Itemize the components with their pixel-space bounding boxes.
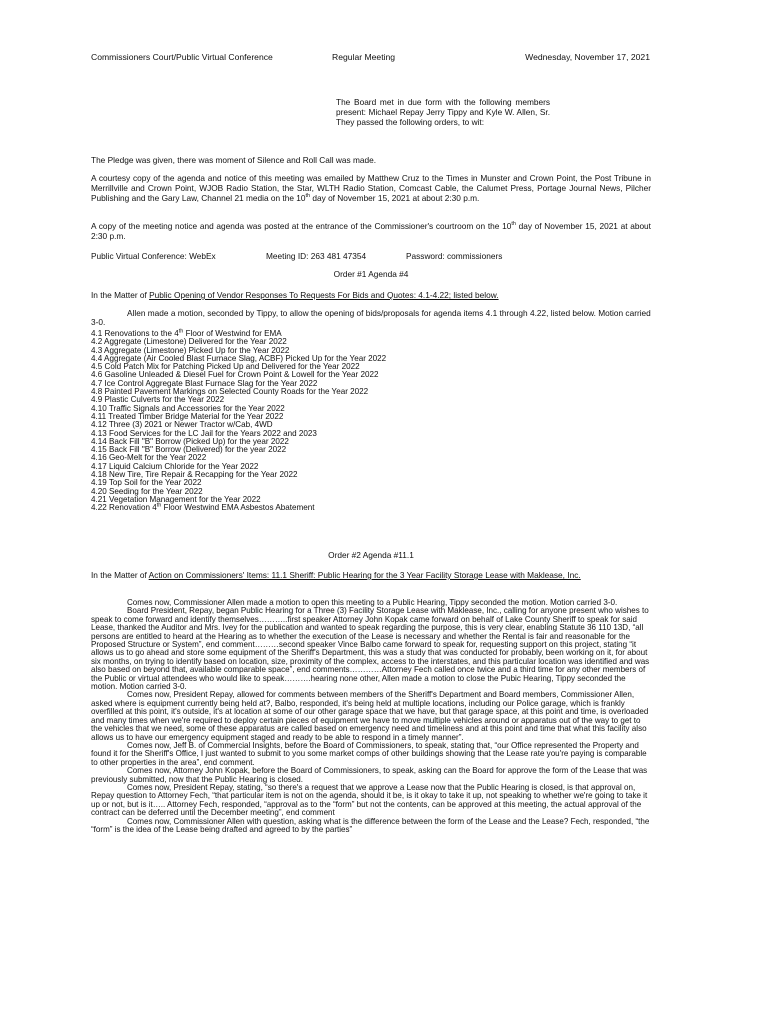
- board-members-paragraph: The Board met in due form with the following members present: Michael Repay Jerry Tippy and Kyle W. Allen, Sr. They passed the following orders, to wit:: [336, 97, 550, 127]
- item-sup: th: [156, 502, 162, 509]
- list-item: 4.12 Three (3) 2021 or Newer Tractor w/Cab, 4WD: [91, 420, 273, 430]
- paragraph: Comes now, President Repay, stating, “so there's a request that we approve a Lease now that the Public Hearing is closed, is that approval on, Repay question to Attorney Fech, “that particular item is not on the agenda, should it be, is it okay to take it up, not speaking to whether we're going to take it up or not, but is it….. Attorney Fech, responded, “approval as to the “form” but not the contents, can be approved at this meeting, the actual approval of the contract can be deferred until the December meeting”, end comment: [91, 782, 648, 818]
- paragraph: Comes now, Commissioner Allen with question, asking what is the difference between the form of the Lease and the Lease? Fech, responded, “the “form” is the idea of the Lease being drafted and agreed to by the parties”: [91, 816, 650, 834]
- order1-item-list: [91, 330, 651, 513]
- posted-text: A copy of the meeting notice and agenda was posted at the entrance of the Commissioner's courtroom on the 10: [91, 221, 512, 231]
- paragraph: Comes now, President Repay, allowed for comments between members of the Sheriff's Department and Board members, Commissioner Allen, asked where is equipment currently being held at?, Balbo, responded, it's being held at multiple locations, including our Police garage, which is frankly overfilled at this point, it's outside, it's at location at some of our other garage space that we have, but that garage space, at this point and time, is overloaded and many times when we're required to deploy certain pieces of equipment we have to move multiple vehicles around or apparatus out of the way to get to the vehicles that we need, some of these apparatus are called based on emergency need and timeliness and at this point and time that what this facility also allows us to have our emergency equipment staged and ready to be able to respond in a timely manner”.: [91, 690, 649, 742]
- list-item: 4.9 Plastic Culverts for the Year 2022: [91, 395, 225, 405]
- order1-matter: [91, 290, 651, 300]
- order1-matter-prefix: In the Matter of: [91, 290, 150, 300]
- order1-motion: Allen made a motion, seconded by Tippy, to allow the opening of bids/proposals for agenda items 4.1 through 4.22, listed below. Motion carried 3-0.: [91, 308, 651, 327]
- list-item: 4.21 Vegetation Management for the Year 2022: [91, 494, 261, 504]
- list-item: 4.13 Food Services for the LC Jail for the Years 2022 and 2023: [91, 428, 317, 438]
- posted-notice-paragraph: [91, 221, 651, 241]
- list-item: 4.8 Painted Pavement Markings on Selected County Roads for the Year 2022: [91, 387, 369, 397]
- list-item: 4.17 Liquid Calcium Chloride for the Year 2022: [91, 461, 259, 471]
- courtesy-text-end: day of November 15, 2021 at about 2:30 p.m.: [310, 193, 480, 203]
- order1-matter-title: Public Opening of Vendor Responses To Requests For Bids and Quotes: 4.1-4.22; listed below.: [149, 290, 499, 300]
- pledge-paragraph: The Pledge was given, there was moment of Silence and Roll Call was made.: [91, 155, 377, 165]
- order2-matter-prefix: In the Matter of: [91, 570, 149, 580]
- list-item: 4.14 Back Fill "B" Borrow (Picked Up) for the year 2022: [91, 436, 289, 446]
- paragraph: Comes now, Attorney John Kopak, before the Board of Commissioners, to speak, asking can the Board for approve the form of the Lease that was previously submitted, now that the Public Hearing is closed.: [91, 766, 648, 784]
- posted-sup: th: [511, 221, 516, 228]
- order2-matter: [91, 570, 651, 580]
- courtesy-text: A courtesy copy of the agenda and notice of this meeting was emailed by Matthew Cruz to the Times in Munster and Crown Point, the Post Tribune in Merrillville and Crown Point, WJOB Radio Station, the Star, WLTH Radio Station, Comcast Cable, the Calumet Press, Portage Journal News, Pilcher Publishing and the Gary Law, Channel 21 media on the 10: [91, 173, 651, 203]
- item-sup: th: [178, 328, 184, 335]
- list-item: 4.16 Geo-Melt for the Year 2022: [91, 453, 207, 463]
- paragraph: Board President, Repay, began Public Hearing for a Three (3) Facility Storage Lease with Maklease, Inc., calling for anyone present who wishes to speak to come forward and identify themselves………..first speaker Attorney John Kopak came forward on behalf of Lake County Sheriff to speak for said Lease, thanked the Auditor and Mrs. Ivey for the publication and wanted to speak regarding the purpose, this is very clear, enabling Statute 36 110 13D, “all persons are entitled to heard at the Hearing as to whether the execution of the Lease is necessary and whether the Rental is fair and reasonable for the Proposed Structure or System”, end comment………second speaker Vince Balbo came forward to speak for, requesting support on this project, stating “it allows us to go ahead and store some equipment of the Sheriff's Department, this was a study that was conducted for probably, been working on it, for about six months, on trying to identify based on location, size, proximity of the complex, access to the interstates, and this particular location was identified and was also based on beyond that, available comparable space”, end comments…………Attorney Fech called once twice and a third time for any other members of the Public or virtual attendees who would like to speak……….hearing none other, Allen made a motion to close the Pubic Hearing, Tippy seconded the motion. Motion carried 3-0.: [91, 606, 650, 692]
- list-item: 4.6 Gasoline Unleaded & Diesel Fuel for Crown Point & Lowell for the Year 2022: [91, 370, 379, 380]
- list-item: 4.11 Treated Timber Bridge Material for the Year 2022: [91, 411, 284, 421]
- courtesy-copy-paragraph: [91, 173, 651, 203]
- posted-text-end: day of November 15, 2021 at about 2:30 p.m.: [91, 221, 651, 241]
- list-item: 4.20 Seeding for the Year 2022: [91, 486, 203, 496]
- conference-platform: Public Virtual Conference: WebEx: [91, 251, 216, 261]
- item-text: 4.22 Renovation 4: [91, 503, 157, 513]
- list-item: 4.5 Cold Patch Mix for Patching Picked Up and Delivered for the Year 2022: [91, 362, 360, 372]
- paragraph: Comes now, Jeff B. of Commercial Insights, before the Board of Commissioners, to speak, stating that, “our Office represented the Property and found it for the Sheriff's Office, I just wanted to submit to you some market comps of other buildings showing that the Lease rate you're paying is comparable to other properties in the area”, end comment.: [91, 740, 647, 767]
- list-item: 4.2 Aggregate (Limestone) Delivered for the Year 2022: [91, 337, 287, 347]
- item-text: 4.1 Renovations to the 4: [91, 329, 179, 338]
- item-text-end: Floor Westwind EMA Asbestos Abatement: [161, 503, 315, 513]
- meeting-id: Meeting ID: 263 481 47354: [266, 251, 367, 261]
- order2-body: [91, 599, 651, 834]
- list-item: 4.7 Ice Control Aggregate Blast Furnace Slag for the Year 2022: [91, 378, 318, 388]
- header-court-title: Commissioners Court/Public Virtual Conference: [91, 52, 273, 62]
- order1-heading: Order #1 Agenda #4: [333, 269, 409, 279]
- list-item: 4.10 Traffic Signals and Accessories for the Year 2022: [91, 403, 285, 413]
- header-meeting-type: Regular Meeting: [332, 52, 396, 62]
- list-item: 4.18 New Tire, Tire Repair & Recapping for the Year 2022: [91, 470, 298, 480]
- list-item: 4.3 Aggregate (Limestone) Picked Up for the Year 2022: [91, 345, 290, 355]
- list-item: 4.4 Aggregate (Air Cooled Blast Furnace Slag, ACBF) Picked Up for the Year 2022: [91, 353, 387, 363]
- meeting-password: Password: commissioners: [406, 251, 503, 261]
- header-date: Wednesday, November 17, 2021: [525, 52, 650, 62]
- list-item: 4.19 Top Soil for the Year 2022: [91, 478, 202, 488]
- paragraph: Comes now, Commissioner Allen made a motion to open this meeting to a Public Hearing, Tippy seconded the motion. Motion carried 3-0.: [127, 598, 618, 607]
- courtesy-sup: th: [305, 193, 311, 200]
- order2-heading: Order #2 Agenda #11.1: [328, 550, 414, 560]
- list-item: [91, 504, 651, 512]
- item-text-end: Floor of Westwind for EMA: [183, 329, 282, 338]
- order2-matter-title: Action on Commissioners' Items: 11.1 Sheriff: Public Hearing for the 3 Year Facility Storage Lease with Maklease, Inc.: [148, 570, 581, 580]
- list-item: 4.15 Back Fill "B" Borrow (Delivered) for the year 2022: [91, 445, 287, 455]
